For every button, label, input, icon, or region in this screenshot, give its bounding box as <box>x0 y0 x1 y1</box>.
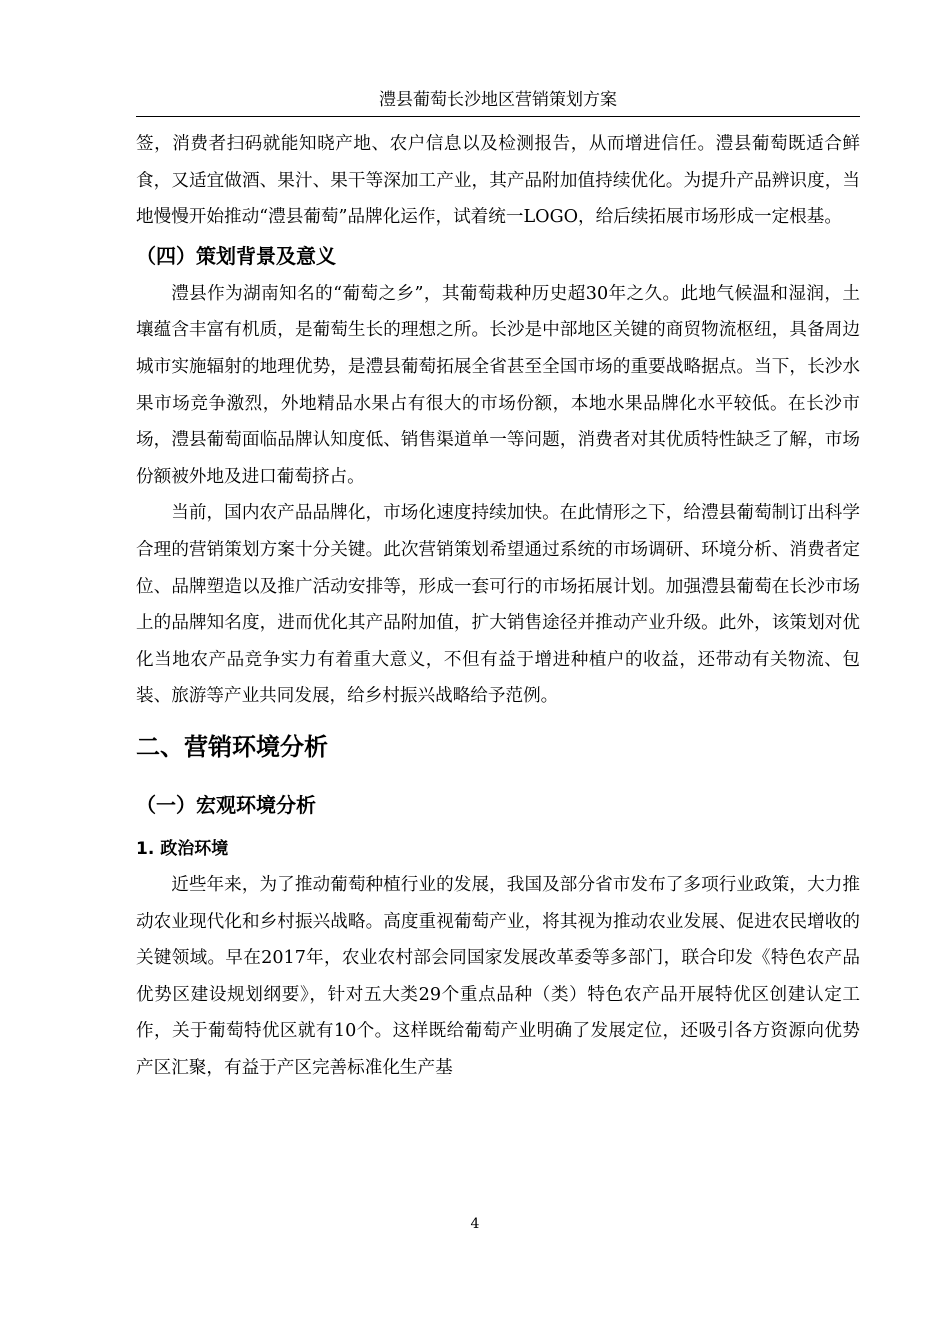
subsection-heading-politics: 1. 政治环境 <box>136 838 229 859</box>
chapter-heading-2: 二、营销环境分析 <box>136 732 328 761</box>
paragraph-politics: 近些年来，为了推动葡萄种植行业的发展，我国及部分省市发布了多项行业政策，大力推动农业现代化和乡村振兴战略。高度重视葡萄产业，将其视为推动农业发展、促进农民增收的关键领域。早在2017年，农业农村部会同国家发展改革委等多部门，联合印发《特色农产品优势区建设规划纲要》，针对五大类29个重点品种（类）特色农产品开展特优区创建认定工作，关于葡萄特优区就有10个。这样既给葡萄产业明确了发展定位，还吸引各方资源向优势产区汇聚，有益于产区完善标准化生产基 <box>136 874 860 1078</box>
section-heading-macro: （一）宏观环境分析 <box>136 792 316 817</box>
paragraph-background-2: 当前，国内农产品品牌化，市场化速度持续加快。在此情形之下，给澧县葡萄制订出科学合理的营销策划方案十分关键。此次营销策划希望通过系统的市场调研、环境分析、消费者定位、品牌塑造以及推广活动安排等，形成一套可行的市场拓展计划。加强澧县葡萄在长沙市场上的品牌知名度，进而优化其产品附加值，扩大销售途径并推动产业升级。此外，该策划对优化当地农产品竞争实力有着重大意义，不但有益于增进种植户的收益，还带动有关物流、包装、旅游等产业共同发展，给乡村振兴战略给予范例。 <box>136 503 860 707</box>
paragraph-continued: 签，消费者扫码就能知晓产地、农户信息以及检测报告，从而增进信任。澧县葡萄既适合鲜食，又适宜做酒、果汁、果干等深加工产业，其产品附加值持续优化。为提升产品辨识度，当地慢慢开始推动“澧县葡萄”品牌化运作，试着统一LOGO，给后续拓展市场形成一定根基。 <box>136 134 860 228</box>
document-body <box>136 126 860 1086</box>
paragraph-background-1: 澧县作为湖南知名的“葡萄之乡”，其葡萄栽种历史超30年之久。此地气候温和湿润，土壤蕴含丰富有机质，是葡萄生长的理想之所。长沙是中部地区关键的商贸物流枢纽，具备周边城市实施辐射的地理优势，是澧县葡萄拓展全省甚至全国市场的重要战略据点。当下，长沙水果市场竞争激烈，外地精品水果占有很大的市场份额，本地水果品牌化水平较低。在长沙市场，澧县葡萄面临品牌认知度低、销售渠道单一等问题，消费者对其优质特性缺乏了解，市场份额被外地及进口葡萄挤占。 <box>136 283 860 487</box>
section-heading-4: （四）策划背景及意义 <box>136 243 336 268</box>
running-header: 澧县葡萄长沙地区营销策划方案 <box>136 86 860 117</box>
page-number: 4 <box>470 1216 480 1232</box>
